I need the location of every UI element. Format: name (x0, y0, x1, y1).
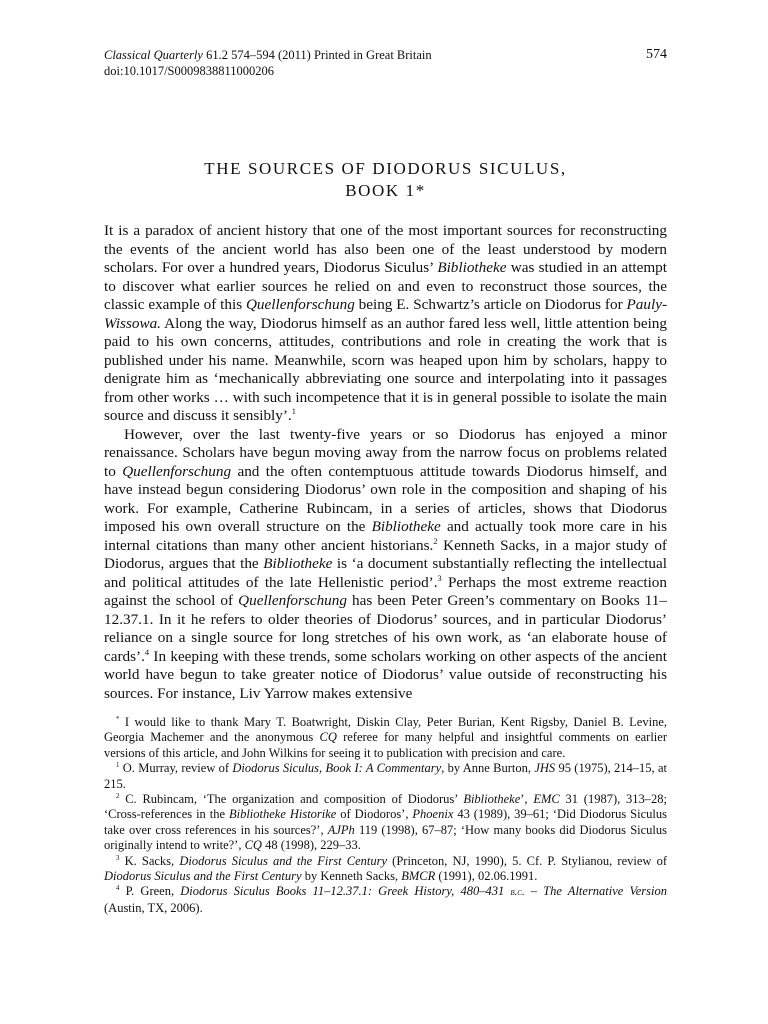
footnote-3: $^3$ K. Sacks, Diodorus Siculus and the First Century (Princeton, NJ, 1990), 5. Cf. P. Stylianou, review of Diodorus Siculus and the First Century by Kenneth Sacks, BMCR (1991), 02.06.1991. (104, 853, 667, 884)
footnote-star: * I would like to thank Mary T. Boatwright, Diskin Clay, Peter Burian, Kent Rigsby, Daniel B. Levine, Georgia Machemer and the anonymous CQ referee for many helpful and insightful comments on earlier versions of this article, and John Wilkins for seeing it to publication with precision and care. (104, 715, 667, 760)
footnote-1: $^1$ O. Murray, review of Diodorus Siculus, Book I: A Commentary, by Anne Burton, JHS 95 (1975), 214–15, at 215. (104, 761, 668, 791)
doi: doi:10.1017/S0009838811000206 (104, 64, 275, 78)
running-header (104, 47, 667, 79)
footnote-ref-3[interactable]: 3 (437, 573, 442, 583)
article-body (104, 222, 667, 703)
footnote-ref-1[interactable]: 1 (291, 406, 296, 416)
footnote-4: $^4$ P. Green, Diodorus Siculus Books 11–12.37.1: Greek History, 480–431 b.c. – The Alternative Version (Austin, TX, 2006). (104, 884, 667, 915)
title-line-1: THE SOURCES OF DIODORUS SICULUS, (204, 159, 567, 178)
journal-name: Classical Quarterly (104, 48, 203, 62)
footnote-2: $^2$ C. Rubincam, ‘The organization and composition of Diodorus’ Bibliotheke’, EMC 31 (1987), 313–28; ‘Cross-references in the Bibliotheke Historike of Diodoros’, Phoenix 43 (1989), 39–61; ‘Did Diodorus Siculus take over cross references in his sources?’, AJPh 119 (1998), 67–87; ‘How many books did Diodorus Siculus originally intend to write?’, CQ 48 (1998), 229–33. (104, 792, 668, 853)
footnote-ref-2[interactable]: 2 (433, 536, 438, 546)
paragraph-2: However, over the last twenty-five years or so Diodorus has enjoyed a minor renaissance. Scholars have begun moving away from the narrow focus on problems related to Quellenforschung and the often contemptuous attitude towards Diodorus himself, and have instead begun considering Diodorus’ own role in the composition and shaping of his work. For example, Catherine Rubincam, in a series of articles, shows that Diodorus imposed his own overall structure on the Bibliotheke and actually took more care in his internal citations than many other ancient historians.$^2$ Kenneth Sacks, in a major study of Diodorus, argues that the Bibliotheke is ‘a document substantially reflecting the intellectual and political attitudes of the late Hellenistic period’.$^3$ Perhaps the most extreme reaction against the school of Quellenforschung has been Peter Green’s commentary on Books 11–12.37.1. In it he refers to older theories of Diodorus’ sources, and in particular Diodorus’ reliance on a single source for long stretches of his own work, as ‘an elaborate house of cards’.$^4$ In keeping with these trends, some scholars working on other aspects of the ancient world have begun to take greater notice of Diodorus’ value outside of reconstructing his sources. For instance, Liv Yarrow makes extensive (104, 425, 667, 702)
title-line-2: BOOK 1* (345, 181, 426, 200)
page-number: 574 (646, 47, 667, 62)
article-title (104, 158, 667, 202)
journal-citation: Classical Quarterly 61.2 574–594 (2011) Printed in Great Britain (104, 48, 432, 62)
footnotes (104, 715, 667, 916)
footnote-ref-4[interactable]: 4 (144, 647, 150, 657)
paragraph-1: It is a paradox of ancient history that one of the most important sources for reconstructing the events of the ancient world has also been one of the least understood by modern scholars. For over a hundred years, Diodorus Siculus’ Bibliotheke was studied in an attempt to discover what earlier sources he relied on and even to reconstruct those sources, the classic example of this Quellenforschung being E. Schwartz’s article on Diodorus for Pauly-Wissowa. Along the way, Diodorus himself as an author fared less well, little attention being paid to his own concerns, attitudes, contributions and role in creating the work that is published under his name. Meanwhile, scorn was heaped upon him by scholars, happy to denigrate him as ‘mechanically abbreviating one source and interpolating into it passages from other works … with such incompetence that it is in general possible to isolate the main source and discuss it sensibly’.$^1$ (104, 222, 667, 424)
